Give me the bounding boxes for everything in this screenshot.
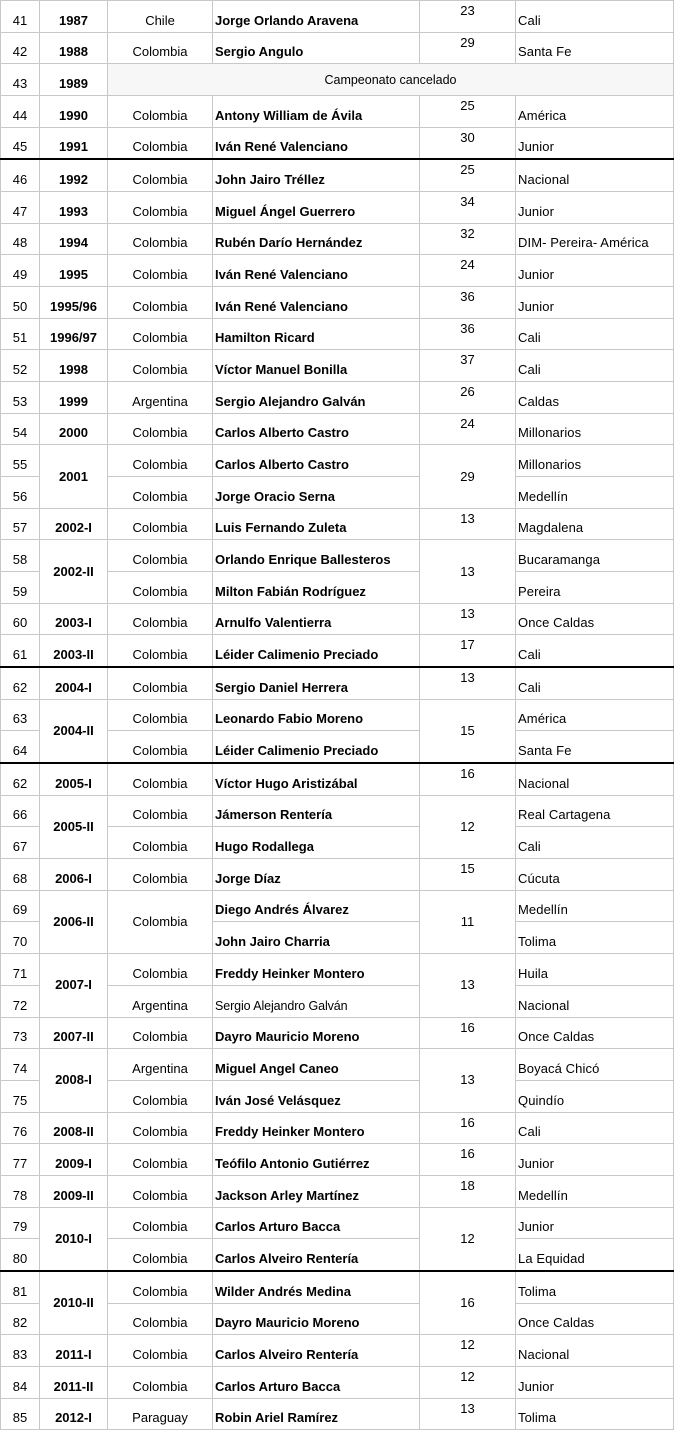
country-cell: Colombia bbox=[108, 1366, 213, 1398]
goals-cell: 25 bbox=[420, 96, 516, 128]
country-cell: Argentina bbox=[108, 382, 213, 414]
country-cell: Colombia bbox=[108, 1080, 213, 1112]
team-cell: Santa Fe bbox=[516, 32, 674, 64]
player-name-cell: Sergio Angulo bbox=[213, 32, 420, 64]
team-cell: Cali bbox=[516, 350, 674, 382]
table-row bbox=[1, 954, 674, 986]
team-cell: Junior bbox=[516, 192, 674, 224]
year-cell: 2010-II bbox=[40, 1271, 108, 1335]
country-cell: Colombia bbox=[108, 477, 213, 509]
team-cell: Boyacá Chicó bbox=[516, 1049, 674, 1081]
team-cell: Junior bbox=[516, 1144, 674, 1176]
row-number-cell: 50 bbox=[1, 287, 40, 319]
team-cell: América bbox=[516, 699, 674, 731]
player-name-cell: Jámerson Rentería bbox=[213, 795, 420, 827]
goals-cell: 23 bbox=[420, 1, 516, 33]
row-number-cell: 75 bbox=[1, 1080, 40, 1112]
row-number-cell: 76 bbox=[1, 1112, 40, 1144]
row-number-cell: 41 bbox=[1, 1, 40, 33]
row-number-cell: 70 bbox=[1, 922, 40, 954]
cancelled-championship-cell: Campeonato cancelado bbox=[108, 64, 674, 96]
table-row bbox=[1, 382, 674, 414]
table-row bbox=[1, 540, 674, 572]
table-row bbox=[1, 445, 674, 477]
team-cell: Junior bbox=[516, 255, 674, 287]
country-cell: Colombia bbox=[108, 1335, 213, 1367]
year-cell: 2003-I bbox=[40, 603, 108, 635]
year-cell: 2002-II bbox=[40, 540, 108, 603]
table-row bbox=[1, 350, 674, 382]
table-row bbox=[1, 859, 674, 891]
team-cell: Cali bbox=[516, 1112, 674, 1144]
player-name-cell: Orlando Enrique Ballesteros bbox=[213, 540, 420, 572]
table-row bbox=[1, 890, 674, 922]
year-cell: 2011-I bbox=[40, 1335, 108, 1367]
year-cell: 2008-I bbox=[40, 1049, 108, 1112]
country-cell: Colombia bbox=[108, 127, 213, 159]
goals-cell: 18 bbox=[420, 1175, 516, 1207]
table-row bbox=[1, 64, 674, 96]
goals-cell: 13 bbox=[420, 508, 516, 540]
year-cell: 2005-I bbox=[40, 763, 108, 795]
country-cell: Colombia bbox=[108, 1144, 213, 1176]
year-cell: 2012-I bbox=[40, 1398, 108, 1430]
goals-cell: 12 bbox=[420, 1207, 516, 1271]
year-cell: 2004-II bbox=[40, 699, 108, 763]
player-name-cell: Iván René Valenciano bbox=[213, 287, 420, 319]
team-cell: Quindío bbox=[516, 1080, 674, 1112]
table-row bbox=[1, 1335, 674, 1367]
team-cell: Medellín bbox=[516, 1175, 674, 1207]
row-number-cell: 62 bbox=[1, 763, 40, 795]
team-cell: Santa Fe bbox=[516, 731, 674, 763]
row-number-cell: 56 bbox=[1, 477, 40, 509]
table-row bbox=[1, 699, 674, 731]
goals-cell: 15 bbox=[420, 699, 516, 763]
country-cell: Colombia bbox=[108, 540, 213, 572]
player-name-cell: Arnulfo Valentierra bbox=[213, 603, 420, 635]
table-row bbox=[1, 159, 674, 191]
player-name-cell: Robin Ariel Ramírez bbox=[213, 1398, 420, 1430]
team-cell: Tolima bbox=[516, 922, 674, 954]
country-cell: Colombia bbox=[108, 1303, 213, 1335]
player-name-cell: Jorge Oracio Serna bbox=[213, 477, 420, 509]
country-cell: Colombia bbox=[108, 159, 213, 191]
row-number-cell: 61 bbox=[1, 635, 40, 667]
goals-cell: 32 bbox=[420, 223, 516, 255]
team-cell: Bucaramanga bbox=[516, 540, 674, 572]
goals-cell: 16 bbox=[420, 1017, 516, 1049]
table-row bbox=[1, 508, 674, 540]
table-row bbox=[1, 287, 674, 319]
country-cell: Colombia bbox=[108, 890, 213, 953]
player-name-cell: Carlos Arturo Bacca bbox=[213, 1366, 420, 1398]
country-cell: Colombia bbox=[108, 223, 213, 255]
team-cell: Pereira bbox=[516, 572, 674, 604]
player-name-cell: Víctor Hugo Aristizábal bbox=[213, 763, 420, 795]
player-name-cell: Miguel Angel Caneo bbox=[213, 1049, 420, 1081]
goals-cell: 13 bbox=[420, 667, 516, 699]
year-cell: 2009-II bbox=[40, 1175, 108, 1207]
player-name-cell: Jackson Arley Martínez bbox=[213, 1175, 420, 1207]
player-name-cell: Antony William de Ávila bbox=[213, 96, 420, 128]
player-name-cell: Wilder Andrés Medina bbox=[213, 1271, 420, 1303]
country-cell: Colombia bbox=[108, 1207, 213, 1239]
goals-cell: 29 bbox=[420, 32, 516, 64]
goals-cell: 16 bbox=[420, 763, 516, 795]
team-cell: Magdalena bbox=[516, 508, 674, 540]
goals-cell: 13 bbox=[420, 540, 516, 603]
player-name-cell: Luis Fernando Zuleta bbox=[213, 508, 420, 540]
row-number-cell: 54 bbox=[1, 413, 40, 445]
row-number-cell: 82 bbox=[1, 1303, 40, 1335]
row-number-cell: 51 bbox=[1, 318, 40, 350]
goals-cell: 11 bbox=[420, 890, 516, 953]
country-cell: Colombia bbox=[108, 192, 213, 224]
goals-cell: 13 bbox=[420, 603, 516, 635]
table-row bbox=[1, 32, 674, 64]
table-row bbox=[1, 127, 674, 159]
country-cell: Colombia bbox=[108, 763, 213, 795]
country-cell: Colombia bbox=[108, 32, 213, 64]
year-cell: 2006-II bbox=[40, 890, 108, 953]
player-name-cell: Hugo Rodallega bbox=[213, 827, 420, 859]
player-name-cell: Iván René Valenciano bbox=[213, 255, 420, 287]
country-cell: Colombia bbox=[108, 96, 213, 128]
row-number-cell: 58 bbox=[1, 540, 40, 572]
player-name-cell: Jorge Díaz bbox=[213, 859, 420, 891]
row-number-cell: 42 bbox=[1, 32, 40, 64]
table-row bbox=[1, 413, 674, 445]
table-row bbox=[1, 1, 674, 33]
table-row bbox=[1, 1049, 674, 1081]
row-number-cell: 68 bbox=[1, 859, 40, 891]
player-name-cell: Carlos Alveiro Rentería bbox=[213, 1335, 420, 1367]
year-cell: 2010-I bbox=[40, 1207, 108, 1271]
team-cell: DIM- Pereira- América bbox=[516, 223, 674, 255]
year-cell: 1991 bbox=[40, 127, 108, 159]
player-name-cell: Dayro Mauricio Moreno bbox=[213, 1303, 420, 1335]
goals-cell: 13 bbox=[420, 1049, 516, 1112]
team-cell: Nacional bbox=[516, 159, 674, 191]
year-cell: 1995 bbox=[40, 255, 108, 287]
goals-cell: 24 bbox=[420, 255, 516, 287]
row-number-cell: 49 bbox=[1, 255, 40, 287]
goals-cell: 37 bbox=[420, 350, 516, 382]
team-cell: Junior bbox=[516, 1207, 674, 1239]
table-row bbox=[1, 795, 674, 827]
year-cell: 1996/97 bbox=[40, 318, 108, 350]
country-cell: Colombia bbox=[108, 508, 213, 540]
row-number-cell: 74 bbox=[1, 1049, 40, 1081]
goals-cell: 36 bbox=[420, 287, 516, 319]
player-name-cell: Leonardo Fabio Moreno bbox=[213, 699, 420, 731]
row-number-cell: 64 bbox=[1, 731, 40, 763]
year-cell: 1989 bbox=[40, 64, 108, 96]
year-cell: 2003-II bbox=[40, 635, 108, 667]
table-row bbox=[1, 635, 674, 667]
row-number-cell: 72 bbox=[1, 985, 40, 1017]
year-cell: 2001 bbox=[40, 445, 108, 508]
player-name-cell: Sergio Alejandro Galván bbox=[213, 382, 420, 414]
player-name-cell: Léider Calimenio Preciado bbox=[213, 635, 420, 667]
country-cell: Colombia bbox=[108, 318, 213, 350]
year-cell: 2005-II bbox=[40, 795, 108, 858]
row-number-cell: 46 bbox=[1, 159, 40, 191]
team-cell: Nacional bbox=[516, 1335, 674, 1367]
row-number-cell: 84 bbox=[1, 1366, 40, 1398]
table-row bbox=[1, 1271, 674, 1303]
country-cell: Colombia bbox=[108, 827, 213, 859]
team-cell: Once Caldas bbox=[516, 1017, 674, 1049]
country-cell: Argentina bbox=[108, 1049, 213, 1081]
team-cell: Once Caldas bbox=[516, 1303, 674, 1335]
country-cell: Colombia bbox=[108, 1017, 213, 1049]
year-cell: 2004-I bbox=[40, 667, 108, 699]
team-cell: Junior bbox=[516, 287, 674, 319]
player-name-cell: Léider Calimenio Preciado bbox=[213, 731, 420, 763]
team-cell: Nacional bbox=[516, 985, 674, 1017]
goals-cell: 36 bbox=[420, 318, 516, 350]
player-name-cell: Freddy Heinker Montero bbox=[213, 954, 420, 986]
team-cell: Once Caldas bbox=[516, 603, 674, 635]
team-cell: Caldas bbox=[516, 382, 674, 414]
goals-cell: 12 bbox=[420, 1335, 516, 1367]
year-cell: 1998 bbox=[40, 350, 108, 382]
row-number-cell: 79 bbox=[1, 1207, 40, 1239]
year-cell: 1988 bbox=[40, 32, 108, 64]
player-name-cell: Carlos Alberto Castro bbox=[213, 413, 420, 445]
team-cell: Cali bbox=[516, 1, 674, 33]
country-cell: Colombia bbox=[108, 954, 213, 986]
country-cell: Colombia bbox=[108, 1112, 213, 1144]
team-cell: Cali bbox=[516, 318, 674, 350]
table-row bbox=[1, 318, 674, 350]
player-name-cell: John Jairo Charria bbox=[213, 922, 420, 954]
row-number-cell: 73 bbox=[1, 1017, 40, 1049]
goals-cell: 13 bbox=[420, 954, 516, 1017]
country-cell: Colombia bbox=[108, 859, 213, 891]
country-cell: Colombia bbox=[108, 731, 213, 763]
year-cell: 2009-I bbox=[40, 1144, 108, 1176]
year-cell: 2007-I bbox=[40, 954, 108, 1017]
year-cell: 1990 bbox=[40, 96, 108, 128]
row-number-cell: 85 bbox=[1, 1398, 40, 1430]
country-cell: Colombia bbox=[108, 350, 213, 382]
player-name-cell: Carlos Alberto Castro bbox=[213, 445, 420, 477]
table-row bbox=[1, 1366, 674, 1398]
player-name-cell: Jorge Orlando Aravena bbox=[213, 1, 420, 33]
country-cell: Colombia bbox=[108, 699, 213, 731]
player-name-cell: Carlos Alveiro Rentería bbox=[213, 1239, 420, 1271]
year-cell: 1992 bbox=[40, 159, 108, 191]
table-row bbox=[1, 96, 674, 128]
country-cell: Chile bbox=[108, 1, 213, 33]
country-cell: Colombia bbox=[108, 603, 213, 635]
team-cell: Medellín bbox=[516, 890, 674, 922]
goals-cell: 16 bbox=[420, 1112, 516, 1144]
country-cell: Colombia bbox=[108, 667, 213, 699]
table-row bbox=[1, 255, 674, 287]
row-number-cell: 44 bbox=[1, 96, 40, 128]
team-cell: La Equidad bbox=[516, 1239, 674, 1271]
year-cell: 2007-II bbox=[40, 1017, 108, 1049]
team-cell: Tolima bbox=[516, 1398, 674, 1430]
team-cell: América bbox=[516, 96, 674, 128]
table-row bbox=[1, 1144, 674, 1176]
player-name-cell: Dayro Mauricio Moreno bbox=[213, 1017, 420, 1049]
table-row bbox=[1, 1207, 674, 1239]
row-number-cell: 57 bbox=[1, 508, 40, 540]
country-cell: Colombia bbox=[108, 1239, 213, 1271]
country-cell: Argentina bbox=[108, 985, 213, 1017]
year-cell: 1999 bbox=[40, 382, 108, 414]
year-cell: 1987 bbox=[40, 1, 108, 33]
year-cell: 2006-I bbox=[40, 859, 108, 891]
country-cell: Colombia bbox=[108, 287, 213, 319]
player-name-cell: Carlos Arturo Bacca bbox=[213, 1207, 420, 1239]
goals-cell: 16 bbox=[420, 1271, 516, 1335]
team-cell: Huila bbox=[516, 954, 674, 986]
year-cell: 2000 bbox=[40, 413, 108, 445]
player-name-cell: Miguel Ángel Guerrero bbox=[213, 192, 420, 224]
row-number-cell: 71 bbox=[1, 954, 40, 986]
row-number-cell: 60 bbox=[1, 603, 40, 635]
goals-cell: 12 bbox=[420, 1366, 516, 1398]
team-cell: Millonarios bbox=[516, 445, 674, 477]
country-cell: Paraguay bbox=[108, 1398, 213, 1430]
team-cell: Junior bbox=[516, 127, 674, 159]
goals-cell: 26 bbox=[420, 382, 516, 414]
row-number-cell: 43 bbox=[1, 64, 40, 96]
year-cell: 2011-II bbox=[40, 1366, 108, 1398]
row-number-cell: 63 bbox=[1, 699, 40, 731]
row-number-cell: 45 bbox=[1, 127, 40, 159]
year-cell: 1995/96 bbox=[40, 287, 108, 319]
team-cell: Junior bbox=[516, 1366, 674, 1398]
team-cell: Real Cartagena bbox=[516, 795, 674, 827]
player-name-cell: Teófilo Antonio Gutiérrez bbox=[213, 1144, 420, 1176]
row-number-cell: 48 bbox=[1, 223, 40, 255]
goals-cell: 13 bbox=[420, 1398, 516, 1430]
row-number-cell: 66 bbox=[1, 795, 40, 827]
team-cell: Cúcuta bbox=[516, 859, 674, 891]
team-cell: Cali bbox=[516, 667, 674, 699]
goals-cell: 24 bbox=[420, 413, 516, 445]
row-number-cell: 83 bbox=[1, 1335, 40, 1367]
year-cell: 2002-I bbox=[40, 508, 108, 540]
player-name-cell: Diego Andrés Álvarez bbox=[213, 890, 420, 922]
goals-cell: 34 bbox=[420, 192, 516, 224]
table-row bbox=[1, 1017, 674, 1049]
goals-cell: 17 bbox=[420, 635, 516, 667]
goals-cell: 25 bbox=[420, 159, 516, 191]
row-number-cell: 77 bbox=[1, 1144, 40, 1176]
row-number-cell: 59 bbox=[1, 572, 40, 604]
goals-cell: 16 bbox=[420, 1144, 516, 1176]
year-cell: 1993 bbox=[40, 192, 108, 224]
country-cell: Colombia bbox=[108, 445, 213, 477]
country-cell: Colombia bbox=[108, 413, 213, 445]
player-name-cell: Milton Fabián Rodríguez bbox=[213, 572, 420, 604]
country-cell: Colombia bbox=[108, 1271, 213, 1303]
team-cell: Tolima bbox=[516, 1271, 674, 1303]
team-cell: Nacional bbox=[516, 763, 674, 795]
goals-cell: 29 bbox=[420, 445, 516, 508]
player-name-cell: Iván René Valenciano bbox=[213, 127, 420, 159]
table-row bbox=[1, 1112, 674, 1144]
team-cell: Cali bbox=[516, 827, 674, 859]
goals-cell: 30 bbox=[420, 127, 516, 159]
country-cell: Colombia bbox=[108, 635, 213, 667]
player-name-cell: John Jairo Tréllez bbox=[213, 159, 420, 191]
country-cell: Colombia bbox=[108, 795, 213, 827]
table-row bbox=[1, 1398, 674, 1430]
table-body bbox=[1, 1, 674, 1430]
player-name-cell: Sergio Daniel Herrera bbox=[213, 667, 420, 699]
row-number-cell: 47 bbox=[1, 192, 40, 224]
player-name-cell: Víctor Manuel Bonilla bbox=[213, 350, 420, 382]
table-row bbox=[1, 223, 674, 255]
country-cell: Colombia bbox=[108, 572, 213, 604]
team-cell: Medellín bbox=[516, 477, 674, 509]
row-number-cell: 80 bbox=[1, 1239, 40, 1271]
country-cell: Colombia bbox=[108, 1175, 213, 1207]
player-name-cell: Sergio Alejandro Galván bbox=[213, 985, 420, 1017]
row-number-cell: 53 bbox=[1, 382, 40, 414]
player-name-cell: Hamilton Ricard bbox=[213, 318, 420, 350]
player-name-cell: Freddy Heinker Montero bbox=[213, 1112, 420, 1144]
row-number-cell: 81 bbox=[1, 1271, 40, 1303]
goals-cell: 15 bbox=[420, 859, 516, 891]
table-row bbox=[1, 1175, 674, 1207]
table-row bbox=[1, 667, 674, 699]
team-cell: Millonarios bbox=[516, 413, 674, 445]
row-number-cell: 55 bbox=[1, 445, 40, 477]
team-cell: Cali bbox=[516, 635, 674, 667]
row-number-cell: 67 bbox=[1, 827, 40, 859]
year-cell: 1994 bbox=[40, 223, 108, 255]
goals-cell: 12 bbox=[420, 795, 516, 858]
player-name-cell: Iván José Velásquez bbox=[213, 1080, 420, 1112]
row-number-cell: 78 bbox=[1, 1175, 40, 1207]
row-number-cell: 52 bbox=[1, 350, 40, 382]
table-row bbox=[1, 192, 674, 224]
row-number-cell: 62 bbox=[1, 667, 40, 699]
player-name-cell: Rubén Darío Hernández bbox=[213, 223, 420, 255]
country-cell: Colombia bbox=[108, 255, 213, 287]
table-row bbox=[1, 603, 674, 635]
table-row bbox=[1, 763, 674, 795]
row-number-cell: 69 bbox=[1, 890, 40, 922]
year-cell: 2008-II bbox=[40, 1112, 108, 1144]
